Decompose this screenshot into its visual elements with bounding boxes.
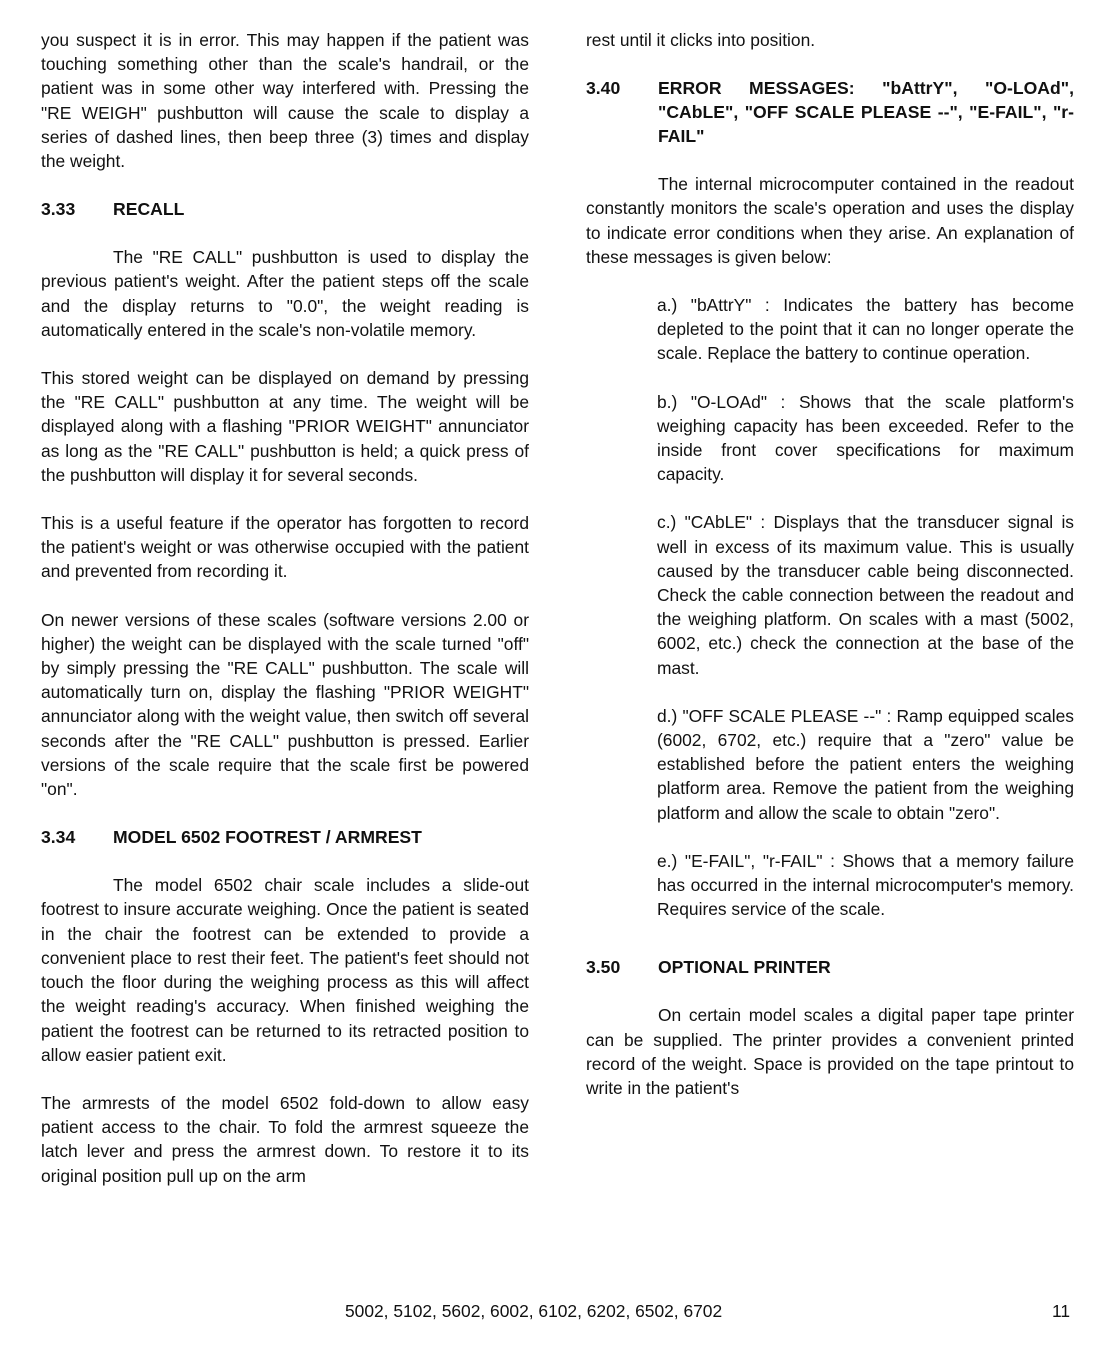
paragraph-recall-1: The "RE CALL" pushbutton is used to display the previous patient's weight. After the patient steps off the scale and the display returns to "0.0", the weight reading is automatically entered in the scale's non-volatile memory. xyxy=(41,247,529,340)
right-column xyxy=(586,28,1074,1124)
error-message-list xyxy=(657,293,1074,921)
paragraph-footrest-2: The armrests of the model 6502 fold-down to allow easy patient access to the chair. To fold the armrest squeeze the latch lever and press the armrest down. To restore it to its original position pull up on the arm xyxy=(41,1092,529,1186)
list-item-cable: c.) "CAbLE" : Displays that the transducer signal is well in excess of its maximum value. This is usually caused by the transducer cable being disconnected. Check the cable connection between the readout and the weighing platform. On scales with a mast (5002, 6002, etc.) check the connection at the base of the mast. xyxy=(657,512,1074,678)
section-number: 3.40 xyxy=(586,78,621,99)
paragraph-recall-2: This stored weight can be displayed on demand by pressing the "RE CALL" pushbutton at any time. The weight will be displayed along with a flashing "PRIOR WEIGHT" annunciator as long as the "RE CALL" pushbutton is held; a quick press of the pushbutton will display it for several seconds. xyxy=(41,368,529,485)
section-title: ERROR MESSAGES: "bAttrY", "O-LOAd", "CAbLE", "OFF SCALE PLEASE --", "E-FAIL", "r-FAIL" xyxy=(658,78,1074,147)
section-heading-error-messages xyxy=(586,76,1074,148)
paragraph-footrest-1: The model 6502 chair scale includes a slide-out footrest to insure accurate weighing. Once the patient is seated in the chair the footrest can be extended to provide a convenient place to rest their feet. The patient's feet should not touch the floor during the weighing process as this will affect the weight reading's accuracy. When finished weighing the patient the footrest can be returned to its retracted position to allow easier patient exit. xyxy=(41,875,529,1065)
page-number: 11 xyxy=(1052,1301,1071,1321)
list-item-overload: b.) "O-LOAd" : Shows that the scale platform's weighing capacity has been exceeded. Refer to the inside front cover specifications for maximum capacity. xyxy=(657,391,1074,485)
paragraph-reweigh: you suspect it is in error. This may happen if the patient was touching something other than the scale's handrail, or the patient was in some other way interfered with. Pressing the "RE WEIGH" pushbutton will cause the scale to display a series of dashed lines, then beep three (3) times and display the weight. xyxy=(41,30,529,172)
paragraph-armrest-continued: rest until it clicks into position. xyxy=(586,30,816,50)
left-column xyxy=(41,28,529,1212)
list-item-off-scale: d.) "OFF SCALE PLEASE --" : Ramp equipped scales (6002, 6702, etc.) require that a "zero" value be established before the patient enters the weighing platform area. Remove the patient from the weighing platform and allow the scale to obtain "zero". xyxy=(657,705,1074,823)
section-title: MODEL 6502 FOOTREST / ARMREST xyxy=(113,827,422,848)
paragraph-recall-3: This is a useful feature if the operator has forgotten to record the patient's weight or was otherwise occupied with the patient and prevented from recording it. xyxy=(41,513,529,582)
paragraph-error-intro: The internal microcomputer contained in the readout constantly monitors the scale's operation and uses the display to indicate error conditions when they arise. An explanation of these messages is given below: xyxy=(586,174,1074,267)
section-title: OPTIONAL PRINTER xyxy=(658,957,831,978)
list-item-battery: a.) "bAttrY" : Indicates the battery has become depleted to the point that it can no longer operate the scale. Replace the battery to continue operation. xyxy=(657,295,1074,364)
section-number: 3.50 xyxy=(586,957,621,978)
footer-model-list: 5002, 5102, 5602, 6002, 6102, 6202, 6502, 6702 xyxy=(345,1301,723,1321)
section-number: 3.34 xyxy=(41,827,76,848)
paragraph-recall-4: On newer versions of these scales (software versions 2.00 or higher) the weight can be displayed with the scale turned "off" by simply pressing the "RE CALL" pushbutton. The scale will automatically turn on, display the flashing "PRIOR WEIGHT" annunciator along with the weight value, then switch off several seconds after the "RE CALL" pushbutton is pressed. Earlier versions of the scale require that the scale first be powered "on". xyxy=(41,609,529,800)
section-heading-printer xyxy=(586,955,1074,979)
paragraph-printer: On certain model scales a digital paper tape printer can be supplied. The printer provides a convenient printed record of the weight. Space is provided on the tape printout to write in the patient's xyxy=(586,1005,1074,1099)
section-title: RECALL xyxy=(113,199,185,220)
section-heading-footrest xyxy=(41,825,529,849)
list-item-memory-fail: e.) "E-FAIL", "r-FAIL" : Shows that a memory failure has occurred in the internal microcomputer's memory. Requires service of the scale. xyxy=(657,850,1074,920)
section-number: 3.33 xyxy=(41,199,76,220)
section-heading-recall xyxy=(41,197,529,221)
